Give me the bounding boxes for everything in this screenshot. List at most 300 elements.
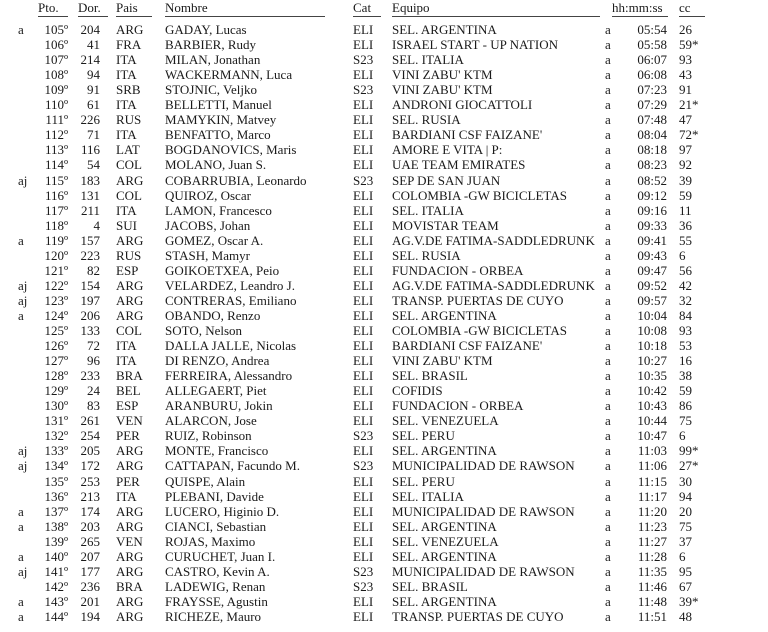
row-gap-marker: a: [605, 307, 611, 323]
row-time: 09:33: [637, 217, 667, 233]
row-bib: 71: [87, 127, 100, 143]
row-country: COL: [116, 157, 142, 173]
row-cc: 75: [679, 413, 692, 429]
row-cc: 59: [679, 383, 692, 399]
row-gap-marker: a: [605, 443, 611, 459]
row-position: 136º: [44, 488, 68, 504]
row-team: BARDIANI CSF FAIZANE': [392, 127, 543, 143]
row-flag: aj: [18, 563, 28, 579]
table-row: [0, 37, 768, 52]
row-rider-name: DALLA JALLE, Nicolas: [165, 338, 297, 354]
row-position: 134º: [44, 458, 68, 474]
row-gap-marker: a: [605, 383, 611, 399]
row-category: ELI: [353, 473, 374, 489]
row-position: 137º: [44, 503, 68, 519]
row-bib: 183: [80, 172, 100, 188]
table-row: [0, 293, 768, 308]
row-flag: a: [18, 548, 24, 564]
row-gap-marker: a: [605, 518, 611, 534]
row-team: AMORE E VITA | P:: [392, 142, 503, 158]
row-cc: 42: [679, 277, 692, 293]
row-category: ELI: [353, 157, 374, 173]
row-rider-name: GOMEZ, Oscar A.: [165, 232, 264, 248]
row-country: COL: [116, 323, 142, 338]
row-position: 123º: [44, 292, 68, 308]
row-country: BRA: [116, 578, 143, 594]
row-category: ELI: [353, 22, 374, 37]
row-team: AG.V.DE FATIMA-SADDLEDRUNK: [392, 277, 595, 293]
row-time: 11:17: [637, 488, 667, 504]
row-cc: 39: [679, 172, 692, 188]
row-country: ITA: [116, 97, 137, 113]
row-flag: aj: [18, 458, 28, 474]
row-bib: 4: [93, 217, 100, 233]
row-country: COL: [116, 187, 142, 203]
row-category: ELI: [353, 413, 374, 429]
row-time: 08:52: [637, 172, 667, 188]
row-gap-marker: a: [605, 172, 611, 188]
row-country: RUS: [116, 247, 142, 263]
row-category: S23: [353, 172, 374, 188]
row-position: 144º: [44, 608, 68, 624]
header-underline: [679, 16, 705, 17]
row-time: 10:35: [637, 368, 667, 384]
row-rider-name: BENFATTO, Marco: [165, 127, 271, 143]
row-cc: 43: [679, 67, 692, 83]
row-category: S23: [353, 82, 374, 98]
row-category: ELI: [353, 383, 374, 399]
table-row: [0, 443, 768, 458]
row-country: ARG: [116, 172, 144, 188]
row-team: TRANSP. PUERTAS DE CUYO: [392, 608, 564, 624]
row-flag: a: [18, 22, 24, 37]
table-row: [0, 519, 768, 534]
row-team: SEL. BRASIL: [392, 368, 468, 384]
row-bib: 72: [87, 338, 100, 354]
header-underline: [612, 16, 668, 17]
header-nombre: Nombre: [165, 0, 208, 15]
row-category: ELI: [353, 232, 374, 248]
row-gap-marker: a: [605, 262, 611, 278]
row-position: 105º: [44, 22, 68, 37]
row-category: ELI: [353, 262, 374, 278]
row-rider-name: CATTAPAN, Facundo M.: [165, 458, 300, 474]
table-row: [0, 549, 768, 564]
row-position: 143º: [44, 593, 68, 609]
row-bib: 265: [80, 533, 100, 549]
table-row: [0, 263, 768, 278]
row-rider-name: QUISPE, Alain: [165, 473, 246, 489]
row-country: ARG: [116, 503, 144, 519]
row-category: ELI: [353, 353, 374, 369]
row-country: ITA: [116, 67, 137, 83]
row-time: 05:54: [637, 22, 667, 37]
row-bib: 61: [87, 97, 100, 113]
row-cc: 37: [679, 533, 692, 549]
row-gap-marker: a: [605, 323, 611, 338]
row-cc: 48: [679, 608, 692, 624]
row-bib: 41: [87, 37, 100, 53]
row-time: 09:52: [637, 277, 667, 293]
row-rider-name: CONTRERAS, Emiliano: [165, 292, 297, 308]
table-row: [0, 383, 768, 398]
row-position: 133º: [44, 443, 68, 459]
row-position: 126º: [44, 338, 68, 354]
row-category: S23: [353, 428, 374, 444]
row-category: ELI: [353, 323, 374, 338]
row-position: 130º: [44, 398, 68, 414]
row-cc: 56: [679, 262, 692, 278]
row-rider-name: BELLETTI, Manuel: [165, 97, 272, 113]
row-category: ELI: [353, 503, 374, 519]
row-bib: 197: [80, 292, 100, 308]
row-gap-marker: a: [605, 428, 611, 444]
row-cc: 67: [679, 578, 692, 594]
row-rider-name: FERREIRA, Alessandro: [165, 368, 293, 384]
table-row: [0, 474, 768, 489]
row-bib: 91: [87, 82, 100, 98]
row-time: 11:03: [637, 443, 667, 459]
row-team: SEL. RUSIA: [392, 112, 461, 128]
row-rider-name: MAMYKIN, Matvey: [165, 112, 277, 128]
row-team: ANDRONI GIOCATTOLI: [392, 97, 533, 113]
row-bib: 82: [87, 262, 100, 278]
row-category: ELI: [353, 187, 374, 203]
row-time: 07:29: [637, 97, 667, 113]
row-team: TRANSP. PUERTAS DE CUYO: [392, 292, 564, 308]
row-gap-marker: a: [605, 142, 611, 158]
row-team: COLOMBIA -GW BICICLETAS: [392, 187, 567, 203]
row-category: ELI: [353, 608, 374, 624]
row-time: 11:35: [637, 563, 667, 579]
row-bib: 236: [80, 578, 100, 594]
row-time: 09:47: [637, 262, 667, 278]
row-time: 10:42: [637, 383, 667, 399]
row-country: ARG: [116, 608, 144, 624]
table-row: [0, 368, 768, 383]
table-row: [0, 413, 768, 428]
row-gap-marker: a: [605, 608, 611, 624]
row-team: SEP DE SAN JUAN: [392, 172, 501, 188]
row-position: 118º: [44, 217, 68, 233]
row-gap-marker: a: [605, 368, 611, 384]
row-rider-name: WACKERMANN, Luca: [165, 67, 293, 83]
row-bib: 213: [80, 488, 100, 504]
row-gap-marker: a: [605, 22, 611, 37]
row-rider-name: ROJAS, Maximo: [165, 533, 256, 549]
row-country: ESP: [116, 398, 139, 414]
row-country: VEN: [116, 413, 143, 429]
row-team: SEL. ITALIA: [392, 488, 464, 504]
row-category: ELI: [353, 112, 374, 128]
row-country: ITA: [116, 353, 137, 369]
row-rider-name: ARANBURU, Jokin: [165, 398, 273, 414]
row-time: 10:43: [637, 398, 667, 414]
row-rider-name: FRAYSSE, Agustin: [165, 593, 268, 609]
row-cc: 11: [679, 202, 692, 218]
table-row: [0, 203, 768, 218]
row-country: ARG: [116, 593, 144, 609]
row-position: 140º: [44, 548, 68, 564]
row-bib: 205: [80, 443, 100, 459]
table-row: [0, 188, 768, 203]
row-category: ELI: [353, 593, 374, 609]
row-time: 11:23: [637, 518, 667, 534]
row-gap-marker: a: [605, 112, 611, 128]
header-time: hh:mm:ss: [612, 0, 663, 15]
table-row: [0, 248, 768, 263]
row-time: 05:58: [637, 37, 667, 53]
row-category: S23: [353, 578, 374, 594]
header-underline: [165, 16, 325, 17]
row-bib: 174: [80, 503, 100, 519]
table-row: [0, 594, 768, 609]
row-position: 112º: [44, 127, 68, 143]
row-cc: 75: [679, 518, 692, 534]
row-category: ELI: [353, 398, 374, 414]
row-rider-name: MONTE, Francisco: [165, 443, 269, 459]
header-underline: [38, 16, 68, 17]
row-country: PER: [116, 473, 140, 489]
row-country: FRA: [116, 37, 142, 53]
header-underline: [392, 16, 600, 17]
table-row: [0, 127, 768, 142]
row-team: MUNICIPALIDAD DE RAWSON: [392, 563, 575, 579]
row-country: BRA: [116, 368, 143, 384]
row-country: RUS: [116, 112, 142, 128]
header-dor: Dor.: [78, 0, 101, 15]
row-gap-marker: a: [605, 277, 611, 293]
row-gap-marker: a: [605, 338, 611, 354]
row-position: 108º: [44, 67, 68, 83]
row-category: ELI: [353, 142, 374, 158]
row-gap-marker: a: [605, 563, 611, 579]
row-time: 09:16: [637, 202, 667, 218]
row-cc: 6: [679, 247, 686, 263]
row-bib: 172: [80, 458, 100, 474]
row-bib: 201: [80, 593, 100, 609]
header-cat: Cat: [353, 0, 372, 15]
table-row: [0, 112, 768, 127]
row-bib: 157: [80, 232, 100, 248]
row-rider-name: BARBIER, Rudy: [165, 37, 257, 53]
row-cc: 59: [679, 187, 692, 203]
row-bib: 154: [80, 277, 100, 293]
row-time: 11:28: [637, 548, 667, 564]
row-time: 08:04: [637, 127, 667, 143]
row-rider-name: COBARRUBIA, Leonardo: [165, 172, 307, 188]
row-rider-name: OBANDO, Renzo: [165, 307, 261, 323]
row-flag: a: [18, 608, 24, 624]
row-bib: 54: [87, 157, 100, 173]
row-category: ELI: [353, 533, 374, 549]
row-gap-marker: a: [605, 247, 611, 263]
row-rider-name: GADAY, Lucas: [165, 22, 247, 37]
row-country: ARG: [116, 292, 144, 308]
row-rider-name: CIANCI, Sebastian: [165, 518, 267, 534]
row-bib: 131: [80, 187, 100, 203]
row-flag: aj: [18, 172, 28, 188]
table-row: [0, 323, 768, 338]
row-gap-marker: a: [605, 458, 611, 474]
row-flag: a: [18, 593, 24, 609]
row-team: VINI ZABU' KTM: [392, 353, 493, 369]
row-gap-marker: a: [605, 398, 611, 414]
row-time: 06:07: [637, 52, 667, 68]
row-position: 107º: [44, 52, 68, 68]
row-rider-name: DI RENZO, Andrea: [165, 353, 270, 369]
table-row: [0, 142, 768, 157]
row-flag: aj: [18, 277, 28, 293]
row-rider-name: LADEWIG, Renan: [165, 578, 266, 594]
row-position: 115º: [44, 172, 68, 188]
row-country: ITA: [116, 202, 137, 218]
row-category: ELI: [353, 548, 374, 564]
row-gap-marker: a: [605, 157, 611, 173]
row-bib: 203: [80, 518, 100, 534]
row-country: ARG: [116, 307, 144, 323]
row-position: 127º: [44, 353, 68, 369]
row-cc: 94: [679, 488, 692, 504]
row-gap-marker: a: [605, 413, 611, 429]
header-underline: [353, 16, 381, 17]
row-country: ESP: [116, 262, 139, 278]
row-team: FUNDACION - ORBEA: [392, 398, 524, 414]
row-cc: 21*: [679, 97, 699, 113]
table-row: [0, 398, 768, 413]
row-team: AG.V.DE FATIMA-SADDLEDRUNK: [392, 232, 595, 248]
row-cc: 72*: [679, 127, 699, 143]
row-team: COLOMBIA -GW BICICLETAS: [392, 323, 567, 338]
row-time: 10:18: [637, 338, 667, 354]
row-cc: 86: [679, 398, 692, 414]
row-rider-name: QUIROZ, Oscar: [165, 187, 251, 203]
row-category: ELI: [353, 247, 374, 263]
row-cc: 91: [679, 82, 692, 98]
row-rider-name: STOJNIC, Veljko: [165, 82, 257, 98]
row-rider-name: ALARCON, Jose: [165, 413, 257, 429]
row-country: ITA: [116, 127, 137, 143]
row-cc: 30: [679, 473, 692, 489]
row-flag: aj: [18, 443, 28, 459]
row-time: 10:47: [637, 428, 667, 444]
row-position: 128º: [44, 368, 68, 384]
row-position: 135º: [44, 473, 68, 489]
row-time: 09:43: [637, 247, 667, 263]
row-rider-name: MOLANO, Juan S.: [165, 157, 267, 173]
table-row: [0, 173, 768, 188]
header-equipo: Equipo: [392, 0, 430, 15]
row-rider-name: STASH, Mamyr: [165, 247, 250, 263]
row-position: 109º: [44, 82, 68, 98]
row-cc: 92: [679, 157, 692, 173]
row-rider-name: ALLEGAERT, Piet: [165, 383, 267, 399]
row-bib: 116: [80, 142, 100, 158]
row-team: UAE TEAM EMIRATES: [392, 157, 526, 173]
row-time: 08:23: [637, 157, 667, 173]
row-gap-marker: a: [605, 533, 611, 549]
table-row: [0, 233, 768, 248]
row-gap-marker: a: [605, 37, 611, 53]
row-country: VEN: [116, 533, 143, 549]
table-row: [0, 338, 768, 353]
header-cc: cc: [679, 0, 691, 15]
row-bib: 24: [87, 383, 100, 399]
row-team: MUNICIPALIDAD DE RAWSON: [392, 458, 575, 474]
table-row: [0, 157, 768, 172]
row-cc: 55: [679, 232, 692, 248]
row-country: SRB: [116, 82, 141, 98]
row-country: ARG: [116, 22, 144, 37]
row-category: ELI: [353, 518, 374, 534]
row-time: 11:51: [637, 608, 667, 624]
row-gap-marker: a: [605, 292, 611, 308]
row-bib: 211: [80, 202, 100, 218]
row-cc: 6: [679, 548, 686, 564]
table-row: [0, 609, 768, 624]
row-position: 119º: [44, 232, 68, 248]
row-gap-marker: a: [605, 578, 611, 594]
row-team: SEL. ARGENTINA: [392, 22, 497, 37]
row-position: 116º: [44, 187, 68, 203]
row-gap-marker: a: [605, 82, 611, 98]
row-time: 10:04: [637, 307, 667, 323]
row-position: 131º: [44, 413, 68, 429]
table-row: [0, 308, 768, 323]
row-rider-name: CURUCHET, Juan I.: [165, 548, 276, 564]
row-country: ARG: [116, 563, 144, 579]
row-cc: 27*: [679, 458, 699, 474]
row-position: 120º: [44, 247, 68, 263]
row-gap-marker: a: [605, 353, 611, 369]
row-category: S23: [353, 52, 374, 68]
row-position: 129º: [44, 383, 68, 399]
row-cc: 6: [679, 428, 686, 444]
row-time: 06:08: [637, 67, 667, 83]
table-row: [0, 67, 768, 82]
row-country: PER: [116, 428, 140, 444]
row-gap-marker: a: [605, 97, 611, 113]
row-country: BEL: [116, 383, 141, 399]
row-team: COFIDIS: [392, 383, 443, 399]
row-position: 111º: [45, 112, 68, 128]
row-cc: 53: [679, 338, 692, 354]
row-time: 11:48: [637, 593, 667, 609]
row-rider-name: LUCERO, Higinio D.: [165, 503, 280, 519]
row-bib: 83: [87, 398, 100, 414]
row-position: 113º: [44, 142, 68, 158]
row-bib: 177: [80, 563, 100, 579]
row-gap-marker: a: [605, 503, 611, 519]
row-gap-marker: a: [605, 187, 611, 203]
row-time: 11:27: [637, 533, 667, 549]
row-position: 125º: [44, 323, 68, 338]
row-time: 11:06: [637, 458, 667, 474]
table-row: [0, 428, 768, 443]
row-time: 09:57: [637, 292, 667, 308]
table-row: [0, 97, 768, 112]
row-time: 09:41: [637, 232, 667, 248]
row-team: MUNICIPALIDAD DE RAWSON: [392, 503, 575, 519]
row-team: SEL. ITALIA: [392, 202, 464, 218]
row-country: ARG: [116, 277, 144, 293]
row-team: SEL. ITALIA: [392, 52, 464, 68]
table-row: [0, 22, 768, 37]
row-cc: 16: [679, 353, 692, 369]
row-bib: 233: [80, 368, 100, 384]
row-bib: 206: [80, 307, 100, 323]
header-underline: [116, 16, 152, 17]
